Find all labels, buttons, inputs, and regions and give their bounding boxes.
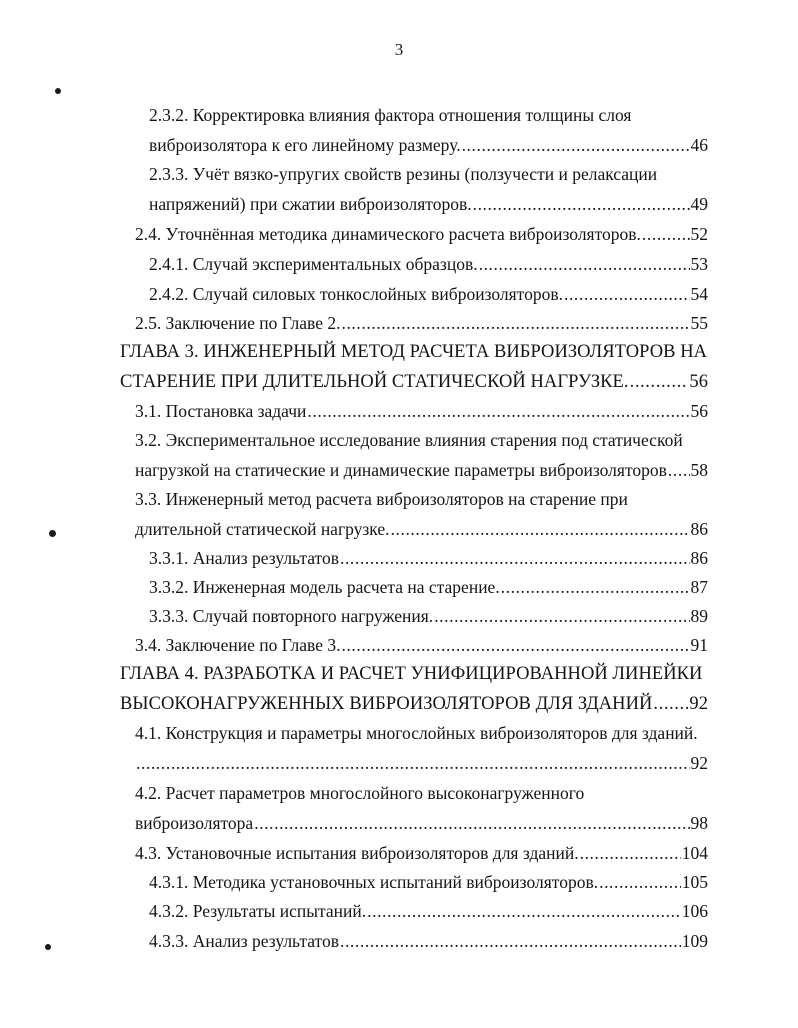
toc-entry-4-2-line2: виброизолятора ..... 98 bbox=[135, 808, 708, 838]
toc-entry-3-3-line2: длительной статической нагрузке. ..... 86 bbox=[135, 514, 708, 544]
toc-page-number: 52 bbox=[690, 224, 708, 244]
toc-entry-2-3-3-line1: 2.3.3. Учёт вязко-упругих свойств резины (ползучести и релаксации bbox=[149, 164, 658, 184]
toc-page-number: 105 bbox=[681, 872, 708, 892]
toc-chapter-3-line2: СТАРЕНИЕ ПРИ ДЛИТЕЛЬНОЙ СТАТИЧЕСКОЙ НАГРУЗКЕ. ..... 56 bbox=[120, 367, 708, 397]
toc-entry-4-3-1: 4.3.1. Методика установочных испытаний виброизоляторов. ..... 105 bbox=[149, 867, 708, 897]
toc-page-number: 92 bbox=[690, 753, 708, 773]
toc-entry-4-2-line1: 4.2. Расчет параметров многослойного высоконагруженного bbox=[135, 783, 585, 803]
toc-entry-4-1-line2 bbox=[135, 748, 708, 778]
toc-entry-3-2-line1: 3.2. Экспериментальное исследование влияния старения под статической bbox=[135, 430, 683, 450]
toc-page-number: 92 bbox=[689, 694, 708, 714]
toc-entry-2-5: 2.5. Заключение по Главе 2. ..... 55 bbox=[135, 308, 708, 338]
toc-page-number: 58 bbox=[690, 460, 708, 480]
toc-entry-2-4-2: 2.4.2. Случай силовых тонкослойных виброизоляторов. ..... 54 bbox=[149, 279, 708, 309]
page-number: 3 bbox=[394, 40, 404, 59]
toc-entry-2-4: 2.4. Уточнённая методика динамического расчета виброизоляторов. ..... 52 bbox=[135, 219, 708, 249]
toc-page-number: 106 bbox=[681, 901, 708, 921]
toc-entry-3-3-line1: 3.3. Инженерный метод расчета виброизоляторов на старение при bbox=[135, 489, 628, 509]
scan-speck bbox=[45, 944, 51, 950]
toc-page-number: 98 bbox=[690, 813, 708, 833]
toc-entry-2-3-2-line2: виброизолятора к его линейному размеру. ..... 46 bbox=[149, 130, 708, 160]
toc-entry-2-4-1: 2.4.1. Случай экспериментальных образцов. ..... 53 bbox=[149, 249, 708, 279]
toc-entry-2-3-3-line2: напряжений) при сжатии виброизоляторов. ..... 49 bbox=[149, 189, 708, 219]
scan-speck bbox=[55, 88, 61, 94]
toc-entry-3-1: 3.1. Постановка задачи ..... 56 bbox=[135, 396, 708, 426]
toc-chapter-4-line2: ВЫСОКОНАГРУЖЕННЫХ ВИБРОИЗОЛЯТОРОВ ДЛЯ ЗДАНИЙ ..... 92 bbox=[120, 689, 708, 719]
toc-entry-4-3: 4.3. Установочные испытания виброизоляторов для зданий. ..... 104 bbox=[135, 838, 708, 868]
toc-page-number: 53 bbox=[690, 254, 708, 274]
toc-page-number: 104 bbox=[681, 843, 708, 863]
toc-entry-3-3-1: 3.3.1. Анализ результатов ..... 86 bbox=[149, 543, 708, 573]
toc-entry-2-3-2-line1: 2.3.2. Корректировка влияния фактора отношения толщины слоя bbox=[149, 105, 632, 125]
toc-page-number: 56 bbox=[690, 401, 708, 421]
toc-page-number: 89 bbox=[690, 606, 708, 626]
toc-page-number: 55 bbox=[690, 313, 708, 333]
scan-speck bbox=[49, 530, 56, 537]
toc-page-number: 91 bbox=[690, 635, 708, 655]
toc-entry-4-3-2: 4.3.2. Результаты испытаний. ..... 106 bbox=[149, 896, 708, 926]
toc-page-number: 46 bbox=[690, 135, 708, 155]
toc-page-number: 86 bbox=[690, 548, 708, 568]
toc-page-number: 54 bbox=[690, 284, 708, 304]
toc-page-number: 49 bbox=[690, 194, 708, 214]
toc-entry-4-1-line1: 4.1. Конструкция и параметры многослойных виброизоляторов для зданий. bbox=[135, 723, 698, 743]
toc-page-number: 87 bbox=[690, 577, 708, 597]
toc-entry-3-3-3: 3.3.3. Случай повторного нагружения. ..... 89 bbox=[149, 601, 708, 631]
toc-entry-3-4: 3.4. Заключение по Главе 3. ..... 91 bbox=[135, 630, 708, 660]
toc-chapter-3-line1: ГЛАВА 3. ИНЖЕНЕРНЫЙ МЕТОД РАСЧЕТА ВИБРОИЗОЛЯТОРОВ НА bbox=[120, 342, 708, 362]
toc-page-number: 86 bbox=[690, 519, 708, 539]
toc-entry-4-3-3: 4.3.3. Анализ результатов ..... 109 bbox=[149, 926, 708, 956]
toc-page-number: 56 bbox=[689, 372, 708, 392]
toc-chapter-4-line1: ГЛАВА 4. РАЗРАБОТКА И РАСЧЕТ УНИФИЦИРОВАННОЙ ЛИНЕЙКИ bbox=[120, 664, 703, 684]
toc-entry-3-3-2: 3.3.2. Инженерная модель расчета на старение. ..... 87 bbox=[149, 572, 708, 602]
toc-page-number: 109 bbox=[681, 931, 708, 951]
toc-entry-3-2-line2: нагрузкой на статические и динамические параметры виброизоляторов ..... 58 bbox=[135, 455, 708, 485]
